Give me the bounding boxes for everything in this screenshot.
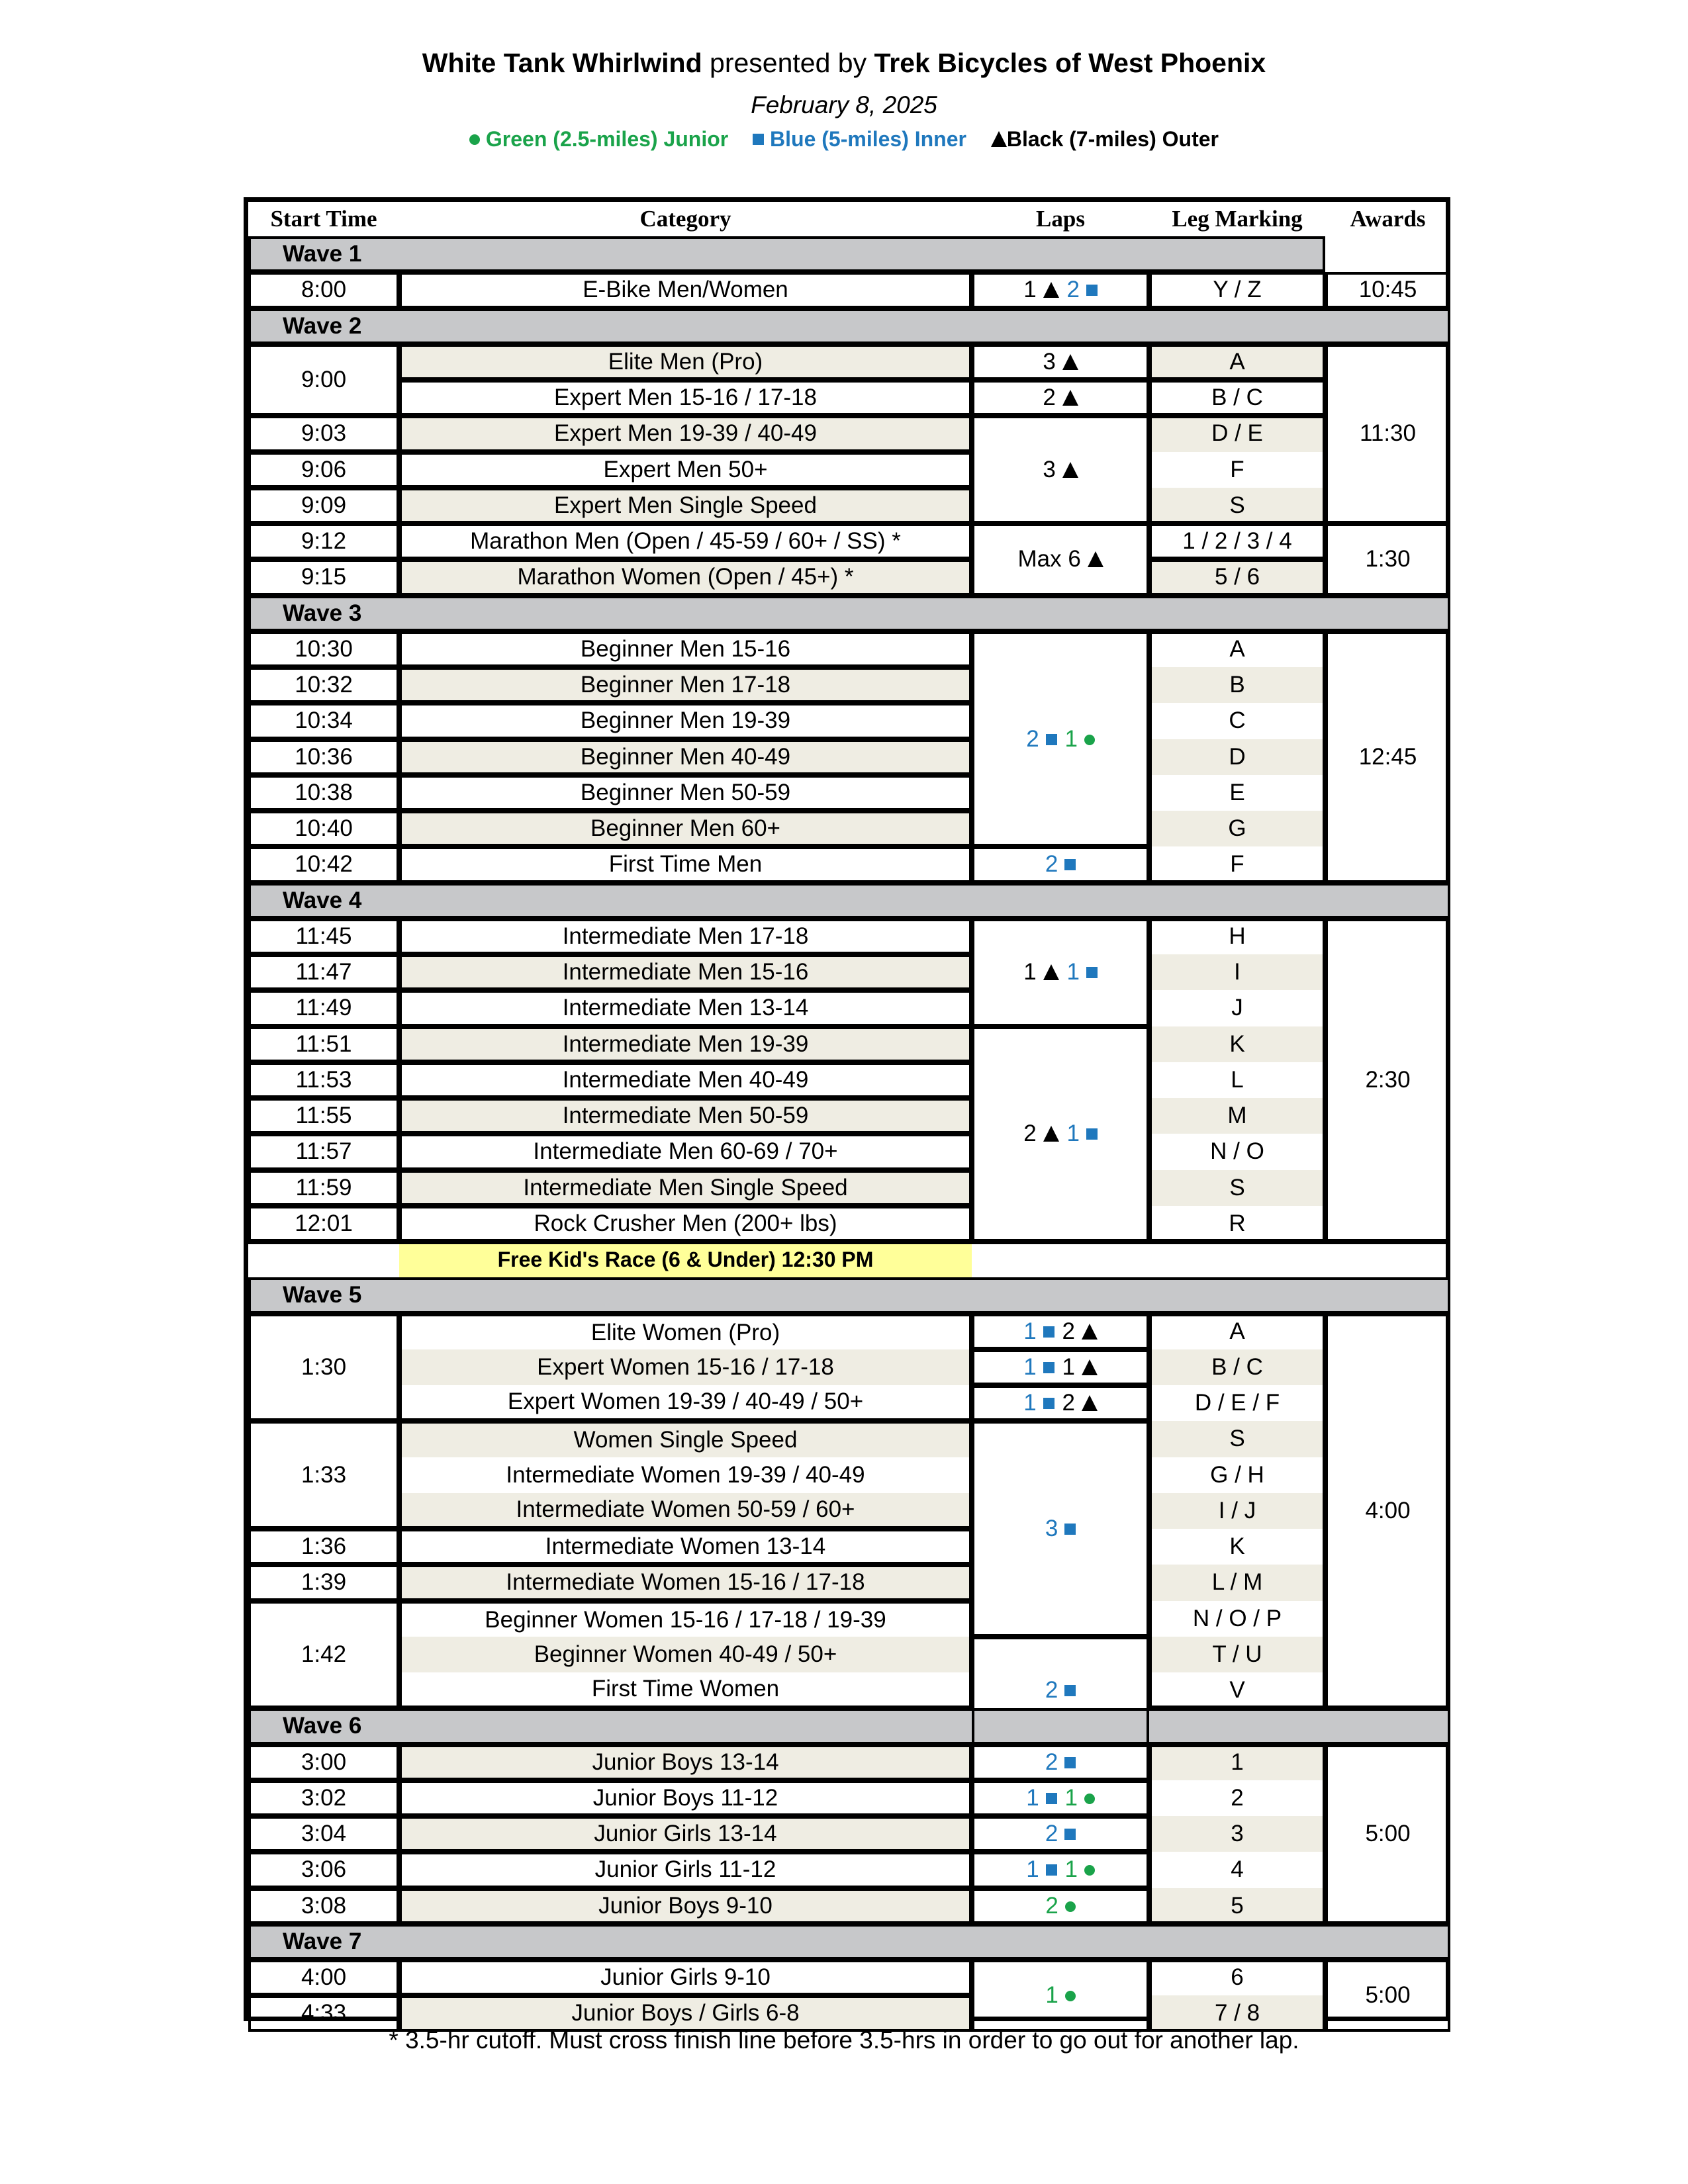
category-cell: First Time Men — [399, 846, 972, 882]
blue-square-icon — [1086, 967, 1098, 978]
leg-marking-cell: A — [1149, 1314, 1325, 1349]
leg-marking-block — [1149, 416, 1325, 523]
category-cell: Marathon Men (Open / 45-59 / 60+ / SS) * — [399, 523, 972, 559]
leg-marking-cell: S — [1149, 1170, 1325, 1206]
start-time-cell: 11:47 — [248, 954, 399, 990]
event-name: White Tank Whirlwind — [422, 48, 702, 78]
awards-cell: 5:00 — [1325, 1960, 1450, 2032]
leg-marking-cell: 1 — [1149, 1745, 1325, 1780]
leg-marking-cell: J — [1149, 990, 1325, 1026]
laps-cell — [972, 1816, 1149, 1852]
event-date: February 8, 2025 — [751, 91, 937, 118]
leg-marking-cell: 3 — [1149, 1816, 1325, 1852]
lap-count: 2 — [1062, 1390, 1075, 1416]
laps-cell — [972, 1780, 1149, 1816]
category-cell: Beginner Men 15-16 — [399, 631, 972, 667]
start-time-cell: 3:08 — [248, 1888, 399, 1924]
start-time-cell: 10:32 — [248, 667, 399, 703]
leg-marking-cell: E — [1149, 775, 1325, 811]
category-cell: First Time Women — [399, 1672, 972, 1708]
start-time-cell: 1:42 — [248, 1601, 399, 1709]
black-triangle-icon — [1062, 354, 1078, 370]
leg-marking-cell: 5 — [1149, 1888, 1325, 1924]
blue-square-icon — [1046, 1793, 1057, 1804]
black-triangle-icon — [991, 131, 1007, 147]
leg-marking-cell: B — [1149, 667, 1325, 703]
laps-cell — [972, 1888, 1149, 1924]
footnote: * 3.5-hr cutoff. Must cross finish line before 3.5-hrs in order to go out for another lap. — [389, 2026, 1299, 2054]
awards-cell: 5:00 — [1325, 1745, 1450, 1924]
leg-marking-cell: S — [1149, 1421, 1325, 1457]
lap-count: 3 — [1043, 456, 1056, 482]
leg-marking-cell: Y / Z — [1149, 272, 1325, 308]
start-time-cell: 11:57 — [248, 1134, 399, 1169]
start-time-cell: 12:01 — [248, 1206, 399, 1242]
black-triangle-icon — [1082, 1324, 1098, 1340]
blue-square-icon — [753, 134, 764, 145]
category-cell: Rock Crusher Men (200+ lbs) — [399, 1206, 972, 1242]
leg-marking-cell: A — [1149, 631, 1325, 667]
column-header-awards: Awards — [1350, 206, 1426, 232]
start-time-cell: 8:00 — [248, 272, 399, 308]
leg-marking-cell: K — [1149, 1026, 1325, 1062]
category-cell: Junior Boys 11-12 — [399, 1780, 972, 1816]
black-triangle-icon — [1043, 1126, 1059, 1142]
lap-count: 1 — [1064, 725, 1078, 752]
leg-marking-block — [1149, 631, 1325, 883]
blue-square-icon — [1046, 734, 1057, 745]
lap-count: 1 — [1023, 277, 1037, 303]
wave-band: Wave 4 — [248, 883, 1450, 919]
leg-marking-cell: 4 — [1149, 1852, 1325, 1888]
blue-square-icon — [1064, 859, 1076, 870]
lap-count: 2 — [1045, 1821, 1058, 1847]
black-triangle-icon — [1082, 1395, 1098, 1411]
awards-cell: 1:30 — [1325, 523, 1450, 596]
category-cell: Intermediate Men 50-59 — [399, 1098, 972, 1134]
column-header-laps: Laps — [1036, 206, 1085, 232]
lap-count: 2 — [1045, 1749, 1058, 1775]
wave-band: Wave 7 — [248, 1924, 1450, 1960]
blue-square-icon — [1046, 1864, 1057, 1876]
black-triangle-icon — [1062, 390, 1078, 406]
start-time-cell: 11:53 — [248, 1062, 399, 1098]
lap-count: 1 — [1026, 1856, 1039, 1883]
start-time-cell: 11:55 — [248, 1098, 399, 1134]
black-triangle-icon — [1043, 964, 1059, 980]
leg-marking-cell: 2 — [1149, 1780, 1325, 1816]
green-circle-icon — [469, 134, 480, 145]
leg-marking-cell: I — [1149, 954, 1325, 990]
wave-band: Wave 6 — [248, 1708, 1450, 1744]
lap-count: 1 — [1062, 1353, 1075, 1380]
leg-marking-cell: V — [1149, 1672, 1325, 1708]
laps-cell — [972, 1745, 1149, 1780]
green-circle-icon — [1084, 735, 1095, 745]
category-cell: Expert Men Single Speed — [399, 488, 972, 523]
column-header-leg-marking: Leg Marking — [1172, 206, 1303, 232]
lap-count: 3 — [1043, 348, 1056, 375]
lap-count: 2 — [1043, 385, 1056, 411]
legend-green: Green (2.5-miles) Junior — [469, 127, 728, 151]
leg-marking-block — [1149, 919, 1325, 1242]
leg-marking-cell: L — [1149, 1062, 1325, 1098]
blue-square-icon — [1086, 1128, 1098, 1140]
legend-black: Black (7-miles) Outer — [991, 127, 1219, 151]
start-time-cell: 1:30 — [248, 1314, 399, 1422]
blue-square-icon — [1064, 1685, 1076, 1696]
category-cell: Elite Men (Pro) — [399, 344, 972, 380]
kids-race-note: Free Kid's Race (6 & Under) 12:30 PM — [399, 1242, 972, 1277]
category-cell: Intermediate Men 40-49 — [399, 1062, 972, 1098]
blue-square-icon — [1043, 1326, 1055, 1338]
leg-marking-cell: D / E — [1149, 416, 1325, 451]
lap-count: 2 — [1045, 851, 1058, 878]
document-title — [0, 48, 1688, 79]
start-time-cell: 11:45 — [248, 919, 399, 954]
legend-blue: Blue (5-miles) Inner — [753, 127, 966, 151]
lap-count: 1 — [1064, 1784, 1078, 1811]
laps-cell — [972, 1421, 1149, 1637]
start-time-cell: 9:06 — [248, 452, 399, 488]
laps-cell — [972, 1314, 1149, 1349]
category-cell: Beginner Men 50-59 — [399, 775, 972, 811]
category-cell: Beginner Men 40-49 — [399, 739, 972, 775]
laps-cell — [972, 919, 1149, 1026]
leg-marking-cell: R — [1149, 1206, 1325, 1242]
leg-marking-cell: N / O — [1149, 1134, 1325, 1169]
category-cell: Intermediate Men 19-39 — [399, 1026, 972, 1062]
lap-count: 3 — [1045, 1516, 1058, 1541]
leg-marking-block — [1149, 1314, 1325, 1709]
start-time-cell: 1:33 — [248, 1421, 399, 1529]
leg-marking-cell: 7 / 8 — [1149, 1995, 1325, 2031]
laps-cell — [972, 1960, 1149, 2032]
leg-marking-cell: 1 / 2 / 3 / 4 — [1149, 523, 1325, 559]
start-time-cell: 9:15 — [248, 559, 399, 595]
blue-square-icon — [1064, 1757, 1076, 1768]
start-time-cell: 10:42 — [248, 846, 399, 882]
lap-count: 2 — [1045, 1677, 1058, 1704]
start-time-cell: 9:09 — [248, 488, 399, 523]
category-cell: Intermediate Women 13-14 — [399, 1529, 972, 1565]
blue-square-icon — [1064, 1524, 1076, 1535]
category-cell: Elite Women (Pro) — [399, 1314, 972, 1349]
green-circle-icon — [1084, 1794, 1095, 1804]
start-time-cell: 10:40 — [248, 811, 399, 846]
start-time-cell: 10:38 — [248, 775, 399, 811]
start-time-cell: 9:12 — [248, 523, 399, 559]
category-cell: E-Bike Men/Women — [399, 272, 972, 308]
lap-count: 1 — [1023, 1390, 1037, 1416]
start-time-cell: 1:39 — [248, 1565, 399, 1600]
start-time-cell: 11:59 — [248, 1170, 399, 1206]
start-time-cell: 3:02 — [248, 1780, 399, 1816]
blue-square-icon — [1043, 1398, 1055, 1409]
leg-marking-cell: F — [1149, 452, 1325, 488]
category-cell: Junior Boys 13-14 — [399, 1745, 972, 1780]
category-cell: Intermediate Men 15-16 — [399, 954, 972, 990]
laps-cell — [972, 1637, 1149, 1745]
lap-count: 1 — [1023, 1318, 1037, 1344]
category-cell: Expert Men 19-39 / 40-49 — [399, 416, 972, 451]
leg-marking-cell: I / J — [1149, 1493, 1325, 1529]
green-circle-icon — [1084, 1865, 1095, 1876]
lap-count: 2 — [1045, 1892, 1058, 1919]
leg-marking-cell: A — [1149, 344, 1325, 380]
category-cell: Expert Men 50+ — [399, 452, 972, 488]
category-cell: Junior Girls 13-14 — [399, 1816, 972, 1852]
category-cell: Junior Boys 9-10 — [399, 1888, 972, 1924]
awards-cell: 11:30 — [1325, 344, 1450, 523]
laps-cell — [972, 1026, 1149, 1242]
category-cell: Junior Girls 9-10 — [399, 1960, 972, 1995]
category-cell: Beginner Men 19-39 — [399, 703, 972, 739]
awards-cell: 4:00 — [1325, 1314, 1450, 1709]
start-time-cell: 10:30 — [248, 631, 399, 667]
lap-count: 1 — [1064, 1856, 1078, 1883]
start-time-cell: 9:00 — [248, 344, 399, 416]
leg-marking-cell: M — [1149, 1098, 1325, 1134]
awards-cell: 2:30 — [1325, 919, 1450, 1242]
category-cell: Intermediate Women 15-16 / 17-18 — [399, 1565, 972, 1600]
start-time-cell: 11:51 — [248, 1026, 399, 1062]
awards-cell: 10:45 — [1325, 272, 1450, 308]
black-triangle-icon — [1088, 551, 1103, 567]
leg-marking-cell: D — [1149, 739, 1325, 775]
wave-band: Wave 1 — [248, 236, 1325, 272]
category-cell: Women Single Speed — [399, 1421, 972, 1457]
presented-by-text: presented by — [710, 48, 867, 78]
blue-square-icon — [1043, 1362, 1055, 1373]
blue-square-icon — [1086, 285, 1098, 296]
category-cell: Intermediate Men 13-14 — [399, 990, 972, 1026]
laps-cell — [972, 380, 1149, 416]
category-cell: Beginner Men 60+ — [399, 811, 972, 846]
start-time-cell: 4:33 — [248, 1995, 399, 2031]
category-cell: Marathon Women (Open / 45+) * — [399, 559, 972, 595]
category-cell: Expert Men 15-16 / 17-18 — [399, 380, 972, 416]
laps-cell — [972, 1385, 1149, 1421]
laps-cell — [972, 416, 1149, 523]
start-time-cell: 3:06 — [248, 1852, 399, 1888]
leg-marking-block — [1149, 559, 1325, 595]
start-time-cell: 11:49 — [248, 990, 399, 1026]
start-time-cell: 3:04 — [248, 1816, 399, 1852]
start-time-cell: 10:36 — [248, 739, 399, 775]
column-header-start-time: Start Time — [270, 206, 377, 232]
lap-count: 1 — [1066, 959, 1080, 985]
lap-count: 1 — [1026, 1784, 1039, 1811]
category-cell: Intermediate Women 19-39 / 40-49 — [399, 1457, 972, 1493]
leg-marking-cell: S — [1149, 488, 1325, 523]
blue-square-icon — [1064, 1829, 1076, 1840]
leg-marking-cell: K — [1149, 1529, 1325, 1565]
lap-count: 2 — [1062, 1318, 1075, 1344]
leg-marking-cell: F — [1149, 846, 1325, 882]
category-cell: Junior Girls 11-12 — [399, 1852, 972, 1888]
category-cell: Beginner Women 15-16 / 17-18 / 19-39 — [399, 1601, 972, 1637]
black-triangle-icon — [1082, 1359, 1098, 1375]
lap-count: 2 — [1066, 277, 1080, 303]
leg-marking-cell: B / C — [1149, 1349, 1325, 1385]
leg-marking-block — [1149, 1745, 1325, 1924]
black-triangle-icon — [1043, 282, 1059, 298]
green-circle-icon — [1065, 1901, 1076, 1912]
laps-cell — [972, 272, 1149, 308]
leg-marking-cell: H — [1149, 919, 1325, 954]
category-cell: Intermediate Men 60-69 / 70+ — [399, 1134, 972, 1169]
green-circle-icon — [1065, 1991, 1076, 2001]
start-time-cell: 3:00 — [248, 1745, 399, 1780]
category-cell: Intermediate Men 17-18 — [399, 919, 972, 954]
schedule-table — [244, 197, 1450, 2026]
category-cell: Beginner Men 17-18 — [399, 667, 972, 703]
laps-cell — [972, 1349, 1149, 1385]
lap-count: 1 — [1045, 1982, 1058, 2009]
wave-band: Wave 2 — [248, 308, 1450, 344]
category-cell: Expert Women 19-39 / 40-49 / 50+ — [399, 1385, 972, 1421]
start-time-cell: 10:34 — [248, 703, 399, 739]
leg-marking-cell: T / U — [1149, 1637, 1325, 1672]
category-cell: Intermediate Women 50-59 / 60+ — [399, 1493, 972, 1529]
laps-cell — [972, 344, 1149, 380]
wave-band: Wave 5 — [248, 1277, 1450, 1313]
start-time-cell: 1:36 — [248, 1529, 399, 1565]
lap-count: 2 — [1023, 1120, 1037, 1147]
leg-marking-block — [1149, 1960, 1325, 2032]
category-cell: Beginner Women 40-49 / 50+ — [399, 1637, 972, 1672]
wave-band: Wave 3 — [248, 596, 1450, 631]
lap-count: Max 6 — [1017, 546, 1081, 572]
laps-cell — [972, 631, 1149, 847]
awards-cell: 12:45 — [1325, 631, 1450, 883]
category-cell: Expert Women 15-16 / 17-18 — [399, 1349, 972, 1385]
leg-marking-cell: G / H — [1149, 1457, 1325, 1493]
black-triangle-icon — [1062, 462, 1078, 478]
category-cell: Intermediate Men Single Speed — [399, 1170, 972, 1206]
leg-marking-cell: B / C — [1149, 380, 1325, 416]
category-cell: Junior Boys / Girls 6-8 — [399, 1995, 972, 2031]
sponsor-name: Trek Bicycles of West Phoenix — [874, 48, 1266, 78]
lap-count: 1 — [1023, 1353, 1037, 1380]
leg-marking-cell: 6 — [1149, 1960, 1325, 1995]
kids-race-row — [248, 1242, 1450, 1280]
start-time-cell: 4:00 — [248, 1960, 399, 1995]
laps-cell — [972, 1852, 1149, 1888]
leg-marking-cell: L / M — [1149, 1565, 1325, 1600]
course-legend — [0, 127, 1688, 152]
column-header-category: Category — [639, 206, 731, 232]
lap-count: 1 — [1066, 1120, 1080, 1147]
lap-count: 1 — [1023, 959, 1037, 985]
leg-marking-cell: N / O / P — [1149, 1601, 1325, 1637]
start-time-cell: 9:03 — [248, 416, 399, 451]
laps-cell — [972, 523, 1149, 596]
leg-marking-cell: G — [1149, 811, 1325, 846]
lap-count: 2 — [1026, 725, 1039, 752]
leg-marking-cell: D / E / F — [1149, 1385, 1325, 1421]
leg-marking-cell: 5 / 6 — [1149, 559, 1325, 595]
leg-marking-cell: C — [1149, 703, 1325, 739]
laps-cell — [972, 846, 1149, 882]
